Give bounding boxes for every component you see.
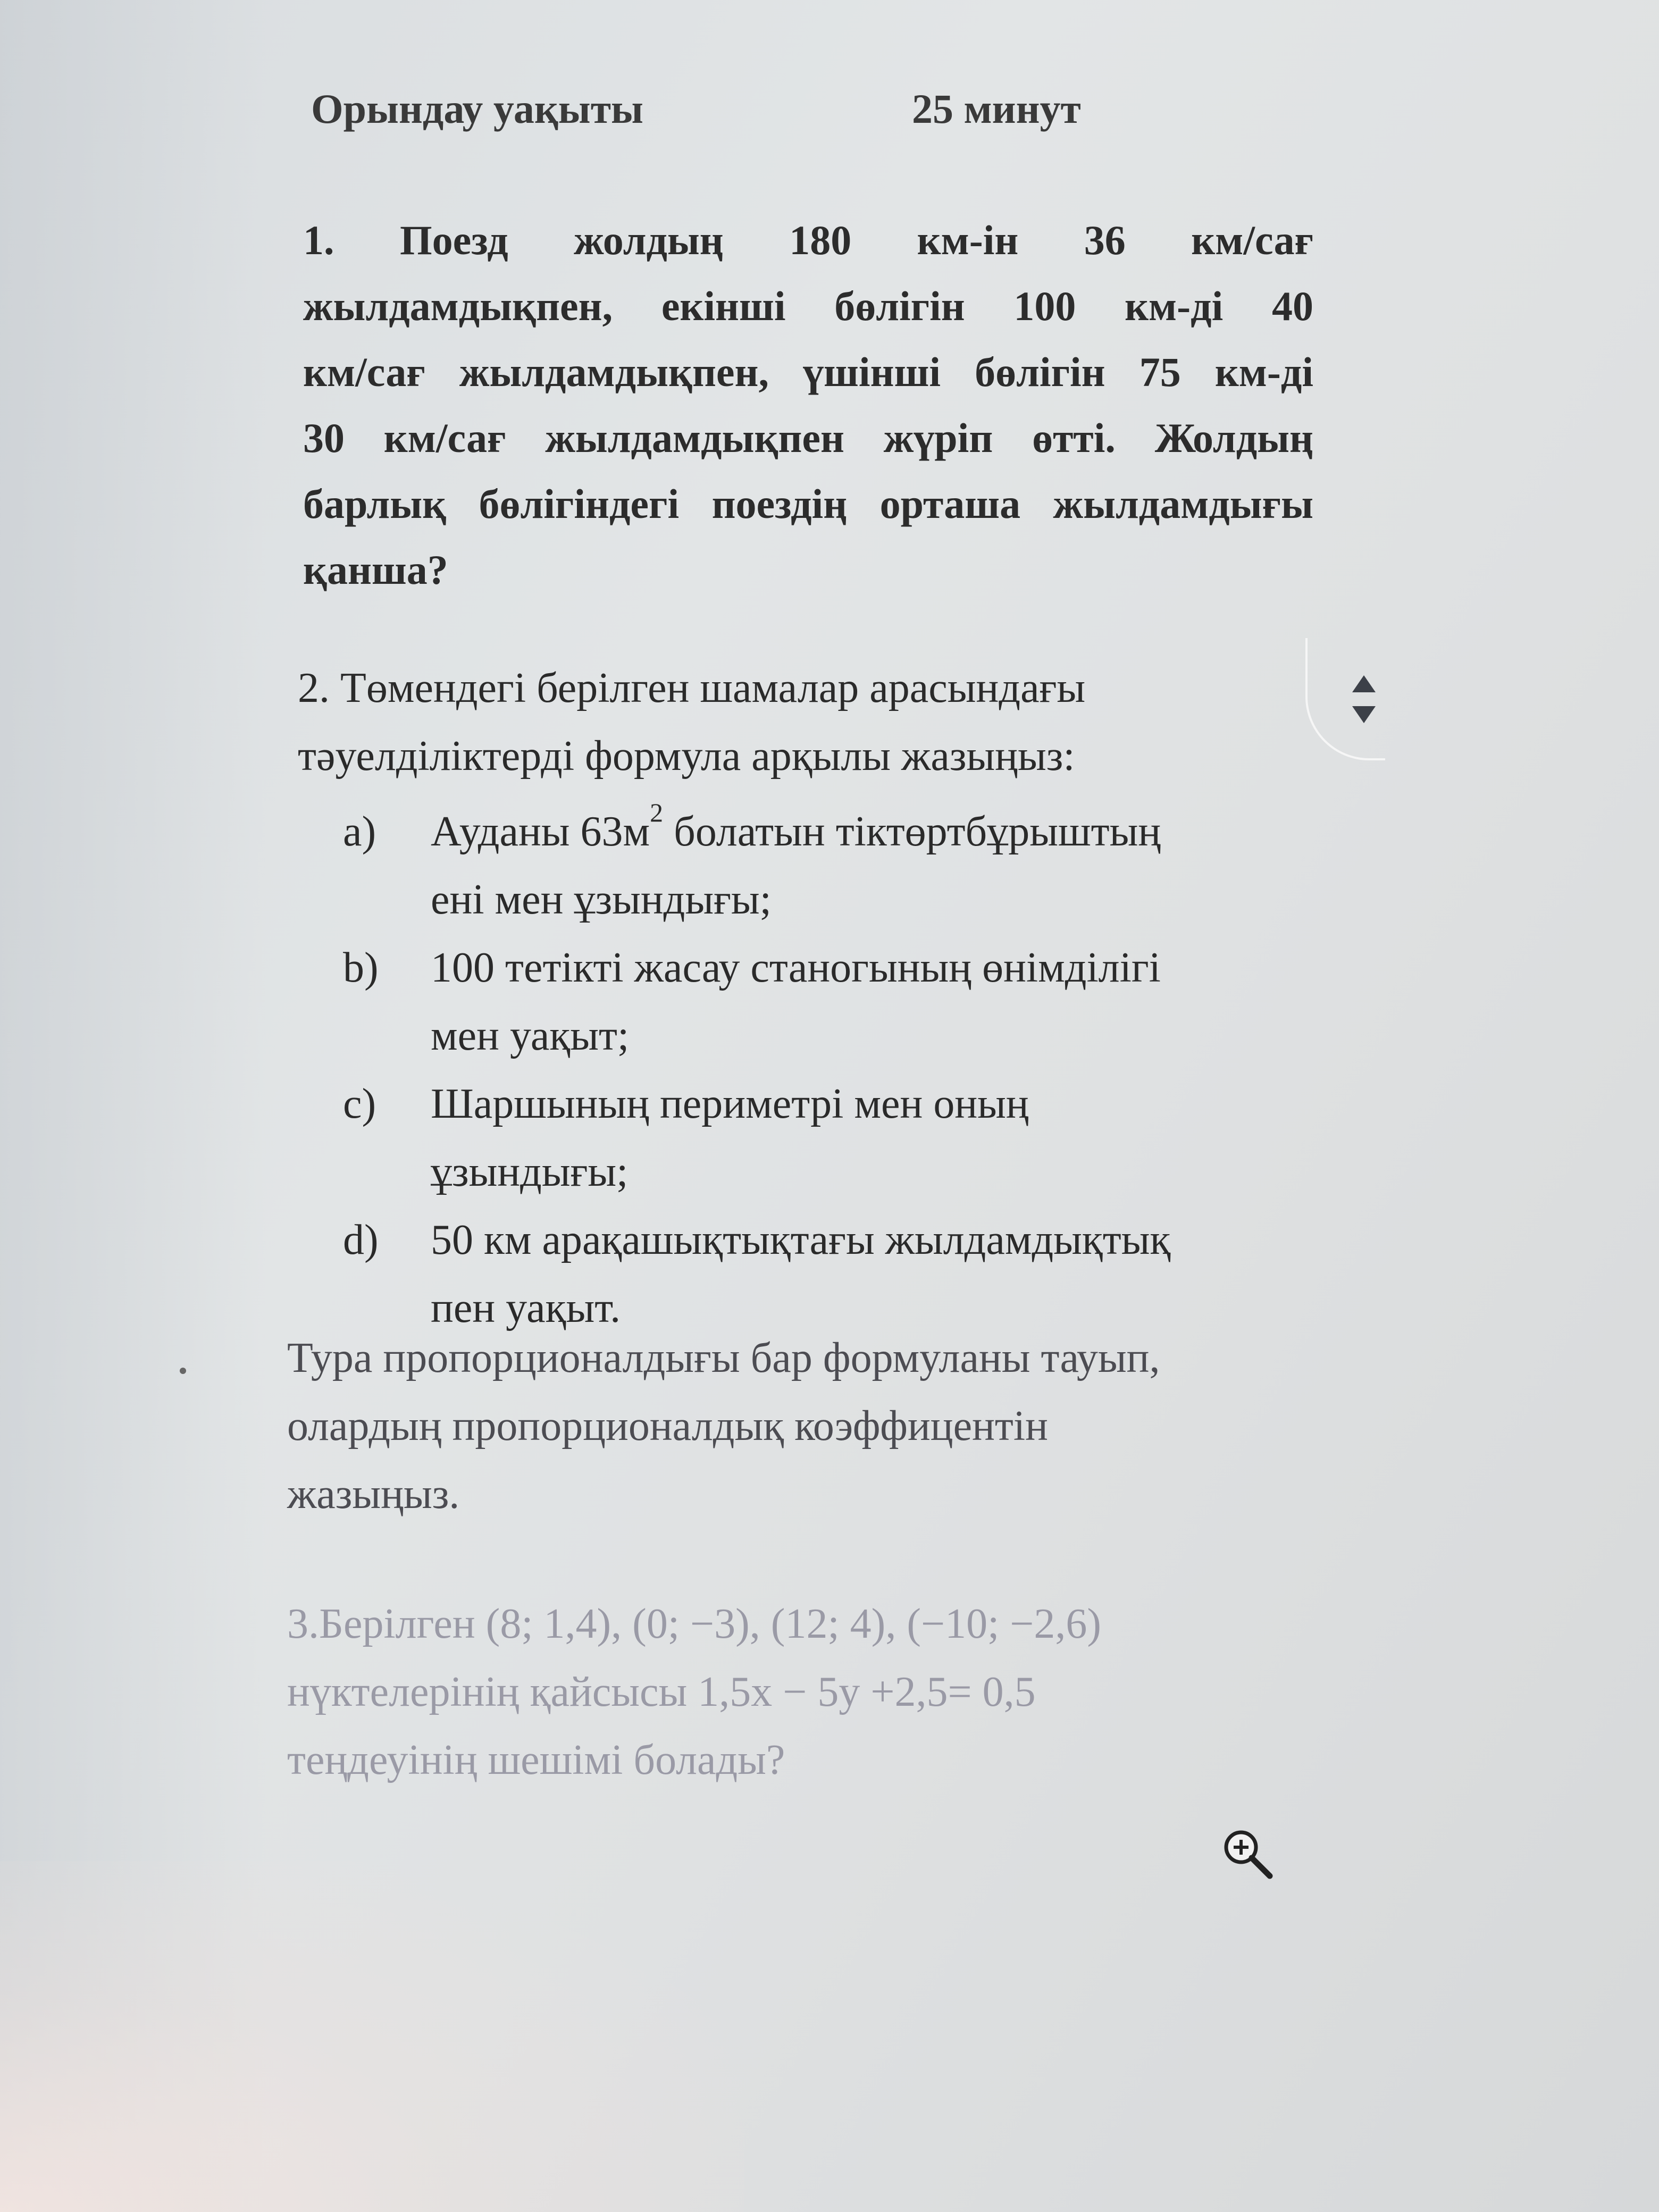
- task-1: [303, 207, 1313, 603]
- list-item-text: [431, 1206, 1281, 1342]
- list-item-line: [431, 798, 1281, 866]
- task-2-heading-line: тәуелділіктерді формула арқылы жазыңыз:: [298, 733, 1075, 780]
- list-item-text: [431, 1070, 1281, 1206]
- list-item-fragment: Ауданы 63м: [431, 808, 650, 855]
- list-marker: a): [343, 808, 376, 855]
- zoom-in-icon[interactable]: [1218, 1824, 1276, 1882]
- scroll-control[interactable]: [1305, 638, 1390, 776]
- instruction-line: олардың пропорционалдық коэффицентін: [287, 1403, 1048, 1449]
- list-item: [343, 798, 1300, 934]
- task-3: [287, 1590, 1297, 1794]
- list-item-line: ұзындығы;: [431, 1149, 629, 1195]
- task-1-line: қанша?: [303, 547, 448, 593]
- task-3-line: 3.Берілген (8; 1,4), (0; −3), (12; 4), (−10; −2,6): [287, 1601, 1102, 1647]
- stray-dot: [180, 1368, 186, 1374]
- scroll-up-down-icon[interactable]: [1348, 670, 1380, 728]
- screen-glare: [0, 1861, 744, 2212]
- list-marker: c): [343, 1080, 376, 1127]
- task-1-line: км/сағ жылдамдықпен, үшінші бөлігін 75 км-ді: [303, 349, 1313, 395]
- task-2-heading-line: 2. Төмендегі берілген шамалар арасындағы: [298, 665, 1086, 711]
- list-marker: d): [343, 1217, 379, 1263]
- time-value: 25 минут: [912, 86, 1081, 132]
- list-item: [343, 934, 1300, 1070]
- task-2-instruction: [287, 1324, 1297, 1528]
- list-item-line: мен уақыт;: [431, 1012, 630, 1059]
- list-item-line: Шаршының периметрі мен оның: [431, 1080, 1029, 1127]
- list-marker: b): [343, 944, 379, 991]
- list-item-line: пен уақыт.: [431, 1285, 621, 1331]
- task-2-list: [343, 798, 1300, 1342]
- task-3-line: теңдеуінің шешімі болады?: [287, 1737, 785, 1783]
- list-item-text: [431, 934, 1281, 1070]
- task-3-line: нүктелерінің қайсысы 1,5х − 5у +2,5= 0,5: [287, 1669, 1036, 1715]
- task-1-line: 30 км/сағ жылдамдықпен жүріп өтті. Жолдың: [303, 415, 1313, 461]
- task-1-line: 1. Поезд жолдың 180 км-ін 36 км/сағ: [303, 217, 1313, 263]
- list-item-line: 50 км арақашықтықтағы жылдамдықтық: [431, 1217, 1171, 1263]
- list-item-fragment: болатын тіктөртбұрыштың: [663, 808, 1161, 855]
- task-1-line: барлық бөлігіндегі поездің орташа жылдамдығы: [303, 481, 1313, 527]
- list-item-text: [431, 798, 1281, 934]
- instruction-line: Тура пропорционалдығы бар формуланы тауып,: [287, 1335, 1160, 1381]
- list-item-line: ені мен ұзындығы;: [431, 876, 772, 923]
- list-item: [343, 1206, 1300, 1342]
- list-item-line: 100 тетікті жасау станогының өнімділігі: [431, 944, 1161, 991]
- time-label: Орындау уақыты: [311, 86, 643, 132]
- superscript: 2: [650, 798, 664, 827]
- instruction-line: жазыңыз.: [287, 1471, 460, 1518]
- task-2-heading: [298, 654, 1308, 790]
- screen-shade: [0, 0, 266, 2212]
- time-row: [311, 80, 1162, 144]
- task-1-line: жылдамдықпен, екінші бөлігін 100 км-ді 40: [303, 283, 1313, 329]
- list-item: [343, 1070, 1300, 1206]
